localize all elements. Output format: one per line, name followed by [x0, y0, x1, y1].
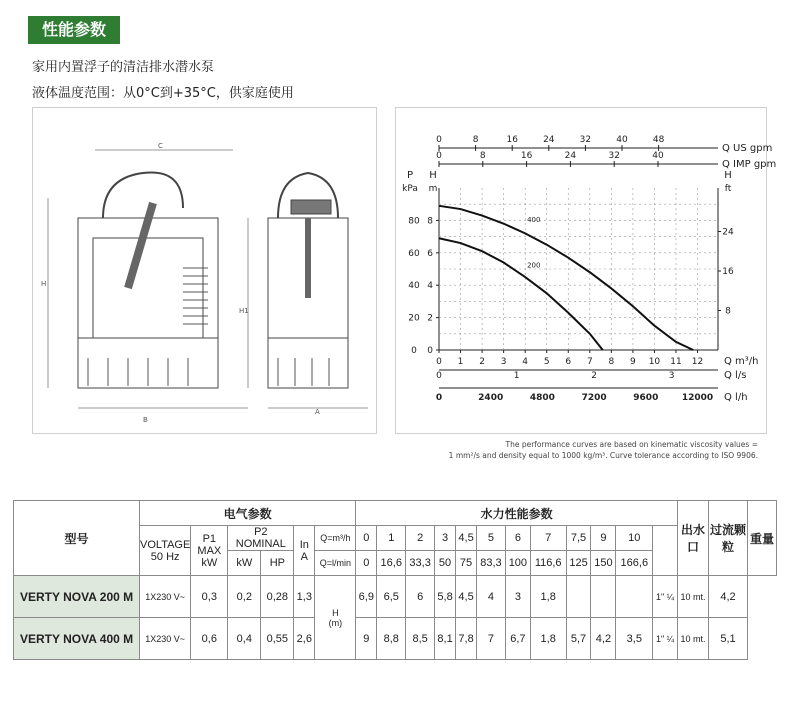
imp-gpm-tick: 8	[479, 151, 486, 161]
lh-tick: 7200	[581, 393, 607, 403]
h-cell: 6	[406, 576, 435, 618]
dim-label-h1: H1	[239, 307, 249, 315]
imp-gpm-tick: 32	[608, 151, 620, 161]
description-line-1: 家用内置浮子的清洁排水潜水泵	[32, 60, 215, 75]
pump-drawing	[33, 108, 376, 433]
m3h-tick: 0	[436, 357, 442, 367]
curve-200-label: 200	[527, 261, 541, 270]
ls-label: Q l/s	[724, 370, 747, 381]
us-gpm-tick: 24	[543, 135, 555, 145]
model-cell: VERTY NOVA 400 M	[14, 618, 140, 660]
chart-note-1: The performance curves are based on kinematic viscosity values =	[505, 440, 758, 449]
lh-tick: 4800	[529, 393, 555, 403]
weight-header: 重量	[748, 501, 777, 576]
voltage-cell: 1X230 V~	[140, 576, 191, 618]
h-cell: 1,8	[530, 576, 566, 618]
in-header: In A	[294, 526, 315, 576]
voltage-cell: 1X230 V~	[140, 618, 191, 660]
hyd-header: 水力性能参数	[356, 501, 678, 526]
filter-header: 过流颗粒	[709, 501, 748, 576]
m3h-tick: 11	[670, 357, 682, 367]
lh-tick: 2400	[478, 393, 504, 403]
m3h-tick: 10	[648, 357, 661, 367]
q-m3h-cell: 7,5	[566, 526, 591, 551]
p2hp-cell: 0,28	[261, 576, 294, 618]
m3h-tick: 5	[543, 357, 550, 367]
m3h-tick: 4	[522, 357, 529, 367]
h-cell: 4	[477, 576, 506, 618]
performance-chart-panel	[395, 107, 777, 434]
pump-drawing-panel	[32, 107, 377, 434]
imp-gpm-label: Q IMP gpm	[722, 159, 777, 170]
h-cell: 7	[477, 618, 506, 660]
kpa-label: kPa	[402, 184, 418, 194]
h-cell	[616, 576, 653, 618]
p2kw-cell: 0,2	[228, 576, 261, 618]
p2-header: P2 NOMINAL	[228, 526, 294, 551]
model-cell: VERTY NOVA 200 M	[14, 576, 140, 618]
m3h-tick: 12	[691, 357, 704, 367]
h-cell: 7,8	[456, 618, 477, 660]
imp-gpm-tick: 24	[564, 151, 577, 161]
h-cell	[591, 576, 616, 618]
us-gpm-tick: 48	[652, 135, 665, 145]
chart-note-2: 1 mm²/s and density equal to 1000 kg/m³. Curve tolerance according to ISO 9906.	[448, 451, 758, 460]
ls-tick: 0	[436, 371, 442, 381]
dim-label-c: C	[158, 142, 163, 150]
q-lmin-cell: 100	[505, 551, 530, 576]
h-cell: 5,7	[566, 618, 591, 660]
h-label-right: H	[724, 170, 732, 181]
q-lmin-cell: 116,6	[530, 551, 566, 576]
kpa-tick: 40	[408, 281, 420, 292]
filter-cell: 10 mt.	[678, 576, 709, 618]
h-cell: 8,1	[435, 618, 456, 660]
elec-header: 电气参数	[140, 501, 356, 526]
q-m3h-cell: 0	[356, 526, 377, 551]
q-lmin-label: Q=l/min	[315, 551, 356, 576]
m-tick: 2	[427, 313, 433, 324]
voltage-header: VOLTAGE 50 Hz	[140, 526, 191, 576]
m3h-tick: 3	[500, 357, 507, 367]
q-lmin-cell: 125	[566, 551, 591, 576]
dim-label-b: B	[143, 416, 148, 424]
lh-tick: 12000	[681, 393, 714, 403]
ft-tick: 16	[722, 266, 734, 277]
dim-label-h: H	[41, 280, 47, 288]
h-cell: 8,8	[377, 618, 406, 660]
m-tick: 0	[427, 346, 433, 356]
weight-cell: 4,2	[709, 576, 748, 618]
p-label: P	[406, 170, 414, 181]
h-cell: 6,9	[356, 576, 377, 618]
pump-handle	[103, 172, 183, 218]
h-cell: 3,5	[616, 618, 653, 660]
ft-tick: 24	[722, 227, 734, 238]
outlet-cell: 1" ¼	[653, 576, 678, 618]
p1-cell: 0,6	[191, 618, 228, 660]
in-cell: 2,6	[294, 618, 315, 660]
curve-400-label: 400	[527, 216, 541, 225]
m3h-tick: 9	[630, 357, 636, 367]
h-cell: 3	[505, 576, 530, 618]
lh-tick: 0	[435, 393, 443, 403]
outlet-cell: 1" ¼	[653, 618, 678, 660]
m-label: m	[428, 184, 438, 194]
m3h-tick: 8	[608, 357, 615, 367]
h-cell: 6,5	[377, 576, 406, 618]
q-m3h-cell: 3	[435, 526, 456, 551]
us-gpm-tick: 40	[616, 135, 628, 145]
lh-tick: 9600	[633, 393, 659, 403]
performance-chart	[396, 108, 777, 433]
section-tag: 性能参数	[28, 16, 120, 44]
us-gpm-tick: 8	[472, 135, 479, 145]
q-lmin-cell: 83,3	[477, 551, 506, 576]
q-lmin-cell: 166,6	[616, 551, 653, 576]
kpa-tick: 0	[411, 346, 417, 356]
kpa-tick: 80	[408, 216, 420, 227]
h-label: H	[429, 170, 437, 181]
h-cell: 9	[356, 618, 377, 660]
q-lmin-cell: 75	[456, 551, 477, 576]
q-m3h-label: Q=m³/h	[315, 526, 356, 551]
us-gpm-tick: 16	[506, 135, 518, 145]
m3h-tick: 1	[457, 357, 464, 367]
q-lmin-cell: 0	[356, 551, 377, 576]
m-tick: 8	[427, 216, 433, 227]
h-cell: 4,5	[456, 576, 477, 618]
us-gpm-label: Q US gpm	[722, 143, 773, 154]
us-gpm-tick: 0	[436, 135, 442, 145]
m3h-label: Q m³/h	[724, 356, 759, 367]
weight-cell: 5,1	[709, 618, 748, 660]
outlet-header: 出水口	[678, 501, 709, 576]
m3h-tick: 7	[586, 357, 593, 367]
h-cell: 1,8	[530, 618, 566, 660]
p1-cell: 0,3	[191, 576, 228, 618]
h-cell: 5,8	[435, 576, 456, 618]
ls-tick: 2	[591, 371, 597, 381]
us-gpm-tick: 32	[579, 135, 592, 145]
spec-table	[13, 500, 777, 660]
dim-label-a: A	[315, 408, 320, 416]
filter-cell: 10 mt.	[678, 618, 709, 660]
h-cell: 4,2	[591, 618, 616, 660]
q-m3h-cell: 7	[530, 526, 566, 551]
kpa-tick: 20	[408, 313, 420, 324]
kpa-tick: 60	[408, 248, 420, 259]
ft-label: ft	[724, 184, 732, 194]
p2hp-cell: 0,55	[261, 618, 294, 660]
imp-gpm-tick: 0	[436, 151, 442, 161]
h-cell: 6,7	[505, 618, 530, 660]
q-m3h-cell: 9	[591, 526, 616, 551]
q-m3h-cell: 1	[377, 526, 406, 551]
ls-tick: 3	[668, 371, 675, 381]
q-m3h-cell: 6	[505, 526, 530, 551]
m-tick: 4	[427, 281, 433, 292]
ls-tick: 1	[513, 371, 520, 381]
q-lmin-cell: 33,3	[406, 551, 435, 576]
curve-400	[439, 206, 693, 350]
q-lmin-cell: 150	[591, 551, 616, 576]
ft-tick: 8	[725, 306, 731, 317]
p1-header: P1 MAX kW	[191, 526, 228, 576]
p2-hp-header: HP	[261, 551, 294, 576]
in-cell: 1,3	[294, 576, 315, 618]
q-lmin-cell: 50	[435, 551, 456, 576]
q-m3h-cell: 4,5	[456, 526, 477, 551]
m-tick: 6	[427, 248, 433, 259]
lh-label: Q l/h	[724, 392, 748, 403]
p2kw-cell: 0,4	[228, 618, 261, 660]
q-lmin-cell: 16,6	[377, 551, 406, 576]
imp-gpm-tick: 16	[520, 151, 533, 161]
q-m3h-cell: 2	[406, 526, 435, 551]
q-m3h-cell: 10	[616, 526, 653, 551]
model-header: 型号	[14, 501, 140, 576]
m3h-tick: 6	[565, 357, 572, 367]
imp-gpm-tick: 40	[652, 151, 664, 161]
description-line-2: 液体温度范围：从0°C到+35°C，供家庭使用	[32, 86, 294, 101]
m3h-tick: 2	[479, 357, 485, 367]
p2-kw-header: kW	[228, 551, 261, 576]
h-cell	[566, 576, 591, 618]
h-unit-cell: H (m)	[315, 576, 356, 660]
curve-200	[439, 238, 603, 350]
q-m3h-cell: 5	[477, 526, 506, 551]
h-cell: 8,5	[406, 618, 435, 660]
